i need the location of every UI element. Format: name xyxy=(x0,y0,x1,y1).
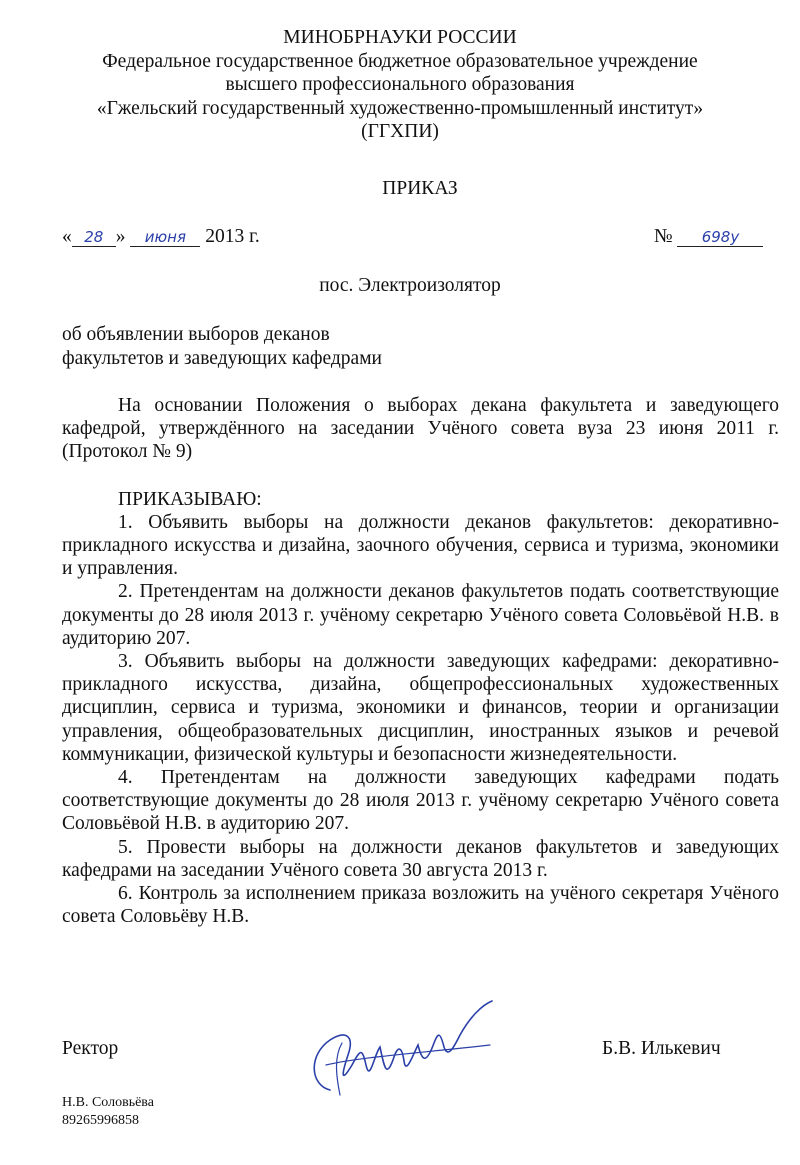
institution-name: «Гжельский государственный художественно-промышленный институт» xyxy=(96,97,704,119)
preamble: На основании Положения о выборах декана факультета и заведующего кафедрой, утверждённого на заседании Учёного совета вуза 23 июня 2011 г. (Протокол № 9) xyxy=(62,395,779,463)
signatory-role: Ректор xyxy=(62,1038,119,1059)
signatory-name: Б.В. Илькевич xyxy=(602,1038,721,1059)
date-month: июня xyxy=(130,228,200,247)
institution-abbr: (ГГХПИ) xyxy=(361,121,439,142)
executor-info xyxy=(62,1094,154,1130)
order-item-6: 6. Контроль за исполнением приказа возложить на учёного секретаря Учёного совета Соловьёву Н.В. xyxy=(62,883,779,928)
date-close-quote: » xyxy=(115,226,126,247)
order-item-1: 1. Объявить выборы на должности деканов факультетов: декоративно-прикладного искусства и дизайна, заочного обучения, сервиса и туризма, экономики и управления. xyxy=(62,511,779,580)
order-word: ПРИКАЗЫВАЮ: xyxy=(118,488,262,510)
order-number xyxy=(654,226,763,248)
order-item-5: 5. Провести выборы на должности деканов факультетов и заведующих кафедрами на заседании Учёного совета 30 августа 2013 г. xyxy=(62,836,779,881)
order-item-2: 2. Претендентам на должности деканов факультетов подать соответствующие документы до 28 июля 2013 г. учёному секретарю Учёного совета Соловьёвой Н.В. в аудиторию 207. xyxy=(62,581,779,649)
institution-level: высшего профессионального образования xyxy=(225,74,575,95)
order-date xyxy=(62,226,260,248)
number-value: 698у xyxy=(677,228,763,247)
subject-line-1: об объявлении выборов деканов xyxy=(62,324,330,345)
document-header xyxy=(0,26,800,144)
order-item-3: 3. Объявить выборы на должности заведующих кафедрами: декоративно-прикладного искусства, дизайна, общепрофессиональных художественных дисциплин, сервиса и туризма, экономики и финансов, теории и организации управления, общеобразовательных дисциплин, иностранных языков и речевой коммуникации, физической культуры и безопасности жизнедеятельности. xyxy=(62,651,779,765)
executor-name: Н.В. Соловьёва xyxy=(62,1095,154,1110)
executor-phone: 89265996858 xyxy=(62,1113,139,1128)
subject-line-2: факультетов и заведующих кафедрами xyxy=(62,347,382,369)
handwritten-signature xyxy=(300,995,500,1105)
order-subject xyxy=(62,323,382,370)
ministry-name: МИНОБРНАУКИ РОССИИ xyxy=(283,27,517,48)
date-year: 2013 г. xyxy=(205,226,260,247)
date-open-quote: « xyxy=(62,226,72,247)
order-body xyxy=(62,394,779,928)
date-day: 28 xyxy=(72,228,116,247)
number-label: № xyxy=(654,226,673,247)
institution-type: Федеральное государственное бюджетное образовательное учреждение xyxy=(102,50,698,72)
document-title: ПРИКАЗ xyxy=(382,178,458,199)
place-of-issue: пос. Электроизолятор xyxy=(319,275,501,296)
order-item-4: 4. Претендентам на должности заведующих кафедрами подать соответствующие документы до 28 июля 2013 г. учёному секретарю Учёного совета Соловьёвой Н.В. в аудиторию 207. xyxy=(62,767,779,835)
